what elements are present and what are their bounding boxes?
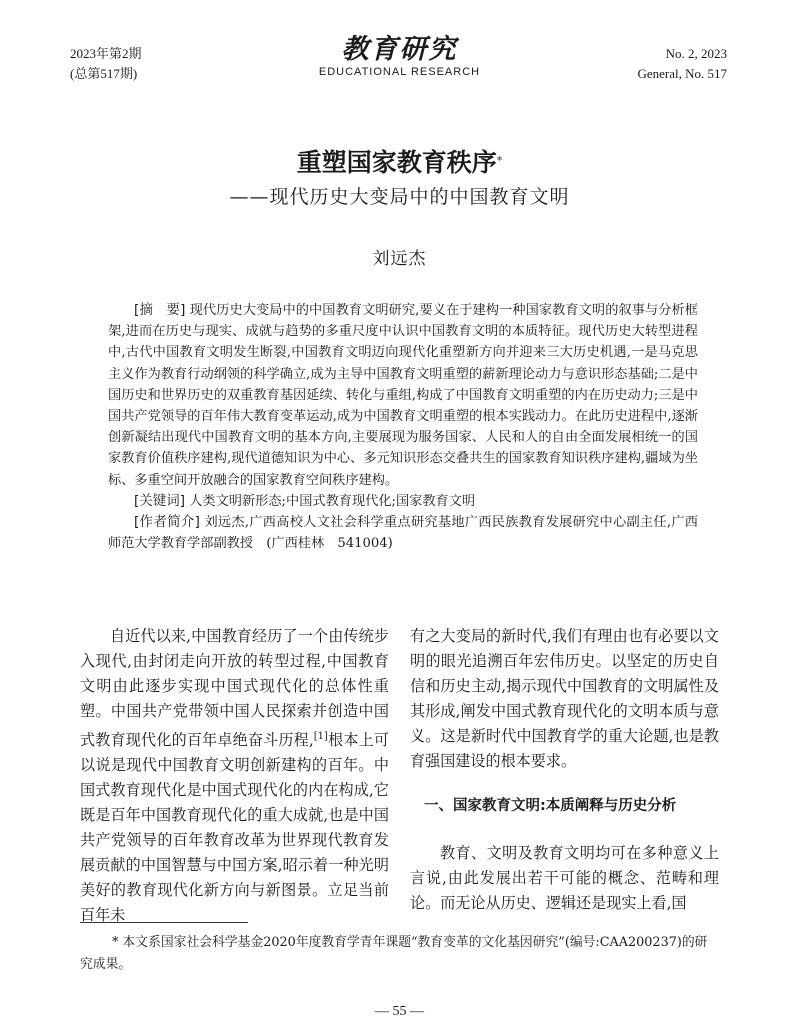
section-heading: 一、国家教育文明:本质阐释与历史分析 <box>424 798 677 814</box>
keywords-text: 人类文明新形态;中国式教育现代化;国家教育文明 <box>189 493 476 509</box>
body-column-right <box>410 624 719 916</box>
body-paragraph: 有之大变局的新时代,我们有理由也有必要以文明的眼光追溯百年宏伟历史。以坚定的历史自信和历史主动,揭示现代中国教育的文明属性及其形成,阐发中国式教育现代化的文明本质与意义。这是新时代中国教育学的重大论题,也是教育强国建设的根本要求。 <box>410 627 719 770</box>
body-paragraph: 教育、文明及教育文明均可在多种意义上言说,由此发展出若干可能的概念、范畴和理论。而无论从历史、逻辑还是现实上看,国 <box>410 844 719 912</box>
body-text: 自近代以来,中国教育经历了一个由传统步入现代,由封闭走向开放的转型过程,中国教育文明由此逐步实现中国式现代化的总体性重塑。中国共产党带领中国人民探索并创造中国式教育现代化的百年卓绝奋斗历程, <box>80 627 389 750</box>
article-title <box>0 146 799 180</box>
body-paragraph <box>80 624 389 928</box>
page-number: — 55 — <box>375 1004 424 1019</box>
issue-total-number: (总第517期) <box>70 66 138 81</box>
abstract-text: 现代历史大变局中的中国教育文明研究,要义在于建构一种国家教育文明的叙事与分析框架,进而在历史与现实、成就与趋势的多重尺度中认识中国教育文明的本质特征。现代历史大转型进程中,古代中国教育文明发生断裂,中国教育文明迈向现代化重塑新方向并迎来三大历史机遇,一是马克思主义作为教育行动纲领的科学确立,成为主导中国教育文明重塑的薪新理论动力与意识形态基础;二是中国历史和世界历史的双重教育基因延续、转化与重组,构成了中国教育文明重塑的内在历史动力;三是中国共产党领导的百年伟大教育变革运动,成为中国教育文明重塑的根本实践动力。在此历史进程中,逐渐创新凝结出现代中国教育文明的基本方向,主要展现为服务国家、人民和人的自由全面发展相统一的国家教育价值秩序建构,现代道德知识为中心、多元知识形态交叠共生的国家教育知识秩序建构,疆域为坐标、多重空间开放融合的国家教育空间秩序建构。 <box>108 303 698 488</box>
abstract-block <box>108 300 698 554</box>
author-bio <box>108 512 698 554</box>
footnote-text: 本文系国家社会科学基金2020年度教育学青年课题“教育变革的文化基因研究”(编号:CAA200237)的研究成果。 <box>80 935 708 972</box>
article-title-text: 重塑国家教育秩序 <box>296 148 497 177</box>
footnote <box>80 932 720 976</box>
keywords <box>108 491 698 512</box>
issue-number-en: No. 2, 2023 <box>665 46 727 61</box>
title-footnote-mark: * <box>496 154 503 167</box>
author-bio-label: [作者简介] <box>134 514 200 531</box>
issue-year-number: 2023年第2期 <box>70 46 142 61</box>
journal-name-en: EDUCATIONAL RESEARCH <box>318 66 481 78</box>
body-text: 根本上可以说是现代中国教育文明创新建构的百年。中国式教育现代化是中国式现代化的内在构成,它既是百年中国教育现代化的重大成就,也是中国共产党领导的百年教育改革为世界现代教育发展贡献的中国智慧与中国方案,昭示着一种光明美好的教育现代化新方向与新图景。立足当前百年未 <box>80 731 389 925</box>
abstract <box>108 300 698 491</box>
article-subtitle: ——现代历史大变局中的中国教育文明 <box>229 186 570 208</box>
issue-info-en <box>637 44 727 84</box>
footnote-mark: * <box>112 935 119 950</box>
abstract-label: [摘 要] <box>134 302 186 318</box>
general-number-en: General, No. 517 <box>637 66 727 81</box>
body-column-left <box>80 624 389 928</box>
footnote-divider <box>80 922 248 923</box>
author-bio-text: 刘远杰,广西高校人文社会科学重点研究基地广西民族教育发展研究中心副主任,广西师范大学教育学部副教授 (广西桂林 541004) <box>108 515 698 552</box>
footnote-paragraph <box>80 932 720 976</box>
journal-logo: 教育研究 <box>341 34 458 65</box>
keywords-label: [关键词] <box>134 492 186 509</box>
citation-link[interactable]: [1] <box>313 731 328 742</box>
article-author: 刘远杰 <box>372 249 427 269</box>
